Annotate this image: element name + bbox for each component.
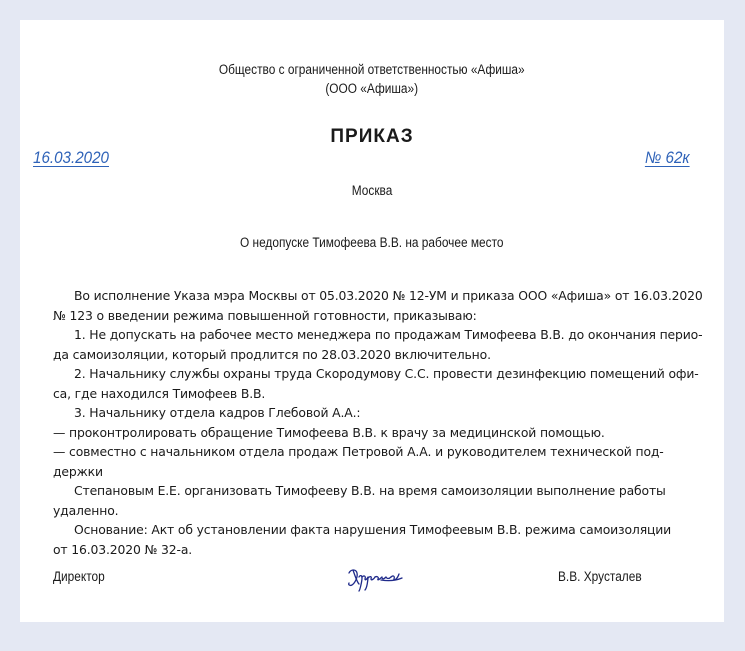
organization-short-name: (ООО «Афиша»): [325, 81, 419, 96]
order-subject: О недопуске Тимофеева В.В. на рабочее место: [240, 235, 504, 250]
body-line: са, где находился Тимофеев В.В.: [53, 385, 266, 401]
body-line: № 123 о введении режима повышенной готовности, приказываю:: [53, 307, 477, 323]
handwritten-signature: [345, 564, 405, 592]
body-line: 1. Не допускать на рабочее место менеджера по продажам Тимофеева В.В. до окончания перио-: [74, 327, 703, 342]
city: Москва: [351, 183, 393, 198]
order-date: 16.03.2020: [33, 149, 109, 167]
order-body: [53, 286, 703, 559]
body-line: Во исполнение Указа мэра Москвы от 05.03.2020 № 12-УМ и приказа ООО «Афиша» от 16.03.2020: [74, 288, 703, 303]
document-page: [20, 20, 724, 622]
signer-position: Директор: [53, 569, 105, 584]
body-line: Основание: Акт об установлении факта нарушения Тимофеевым В.В. режима самоизоляции: [74, 522, 672, 537]
organization-full-name: Общество с ограниченной ответственностью «Афиша»: [219, 62, 525, 77]
body-line: — совместно с начальником отдела продаж Петровой А.А. и руководителем технической под-: [53, 444, 664, 459]
body-line: держки: [53, 463, 103, 479]
order-number: № 62к: [645, 149, 690, 167]
body-line: 3. Начальнику отдела кадров Глебовой А.А.:: [74, 405, 361, 420]
body-line: удаленно.: [53, 502, 119, 518]
body-line: Степановым Е.Е. организовать Тимофееву В.В. на время самоизоляции выполнение работы: [74, 483, 666, 498]
body-line: 2. Начальнику службы охраны труда Скородумову С.С. провести дезинфекцию помещений офи-: [74, 366, 699, 381]
body-line: — проконтролировать обращение Тимофеева В.В. к врачу за медицинской помощью.: [53, 424, 605, 440]
body-line: да самоизоляции, который продлится по 28.03.2020 включительно.: [53, 346, 491, 362]
document-title: ПРИКАЗ: [330, 126, 414, 147]
body-line: от 16.03.2020 № 32-а.: [53, 541, 193, 557]
signer-name: В.В. Хрусталев: [558, 569, 642, 584]
